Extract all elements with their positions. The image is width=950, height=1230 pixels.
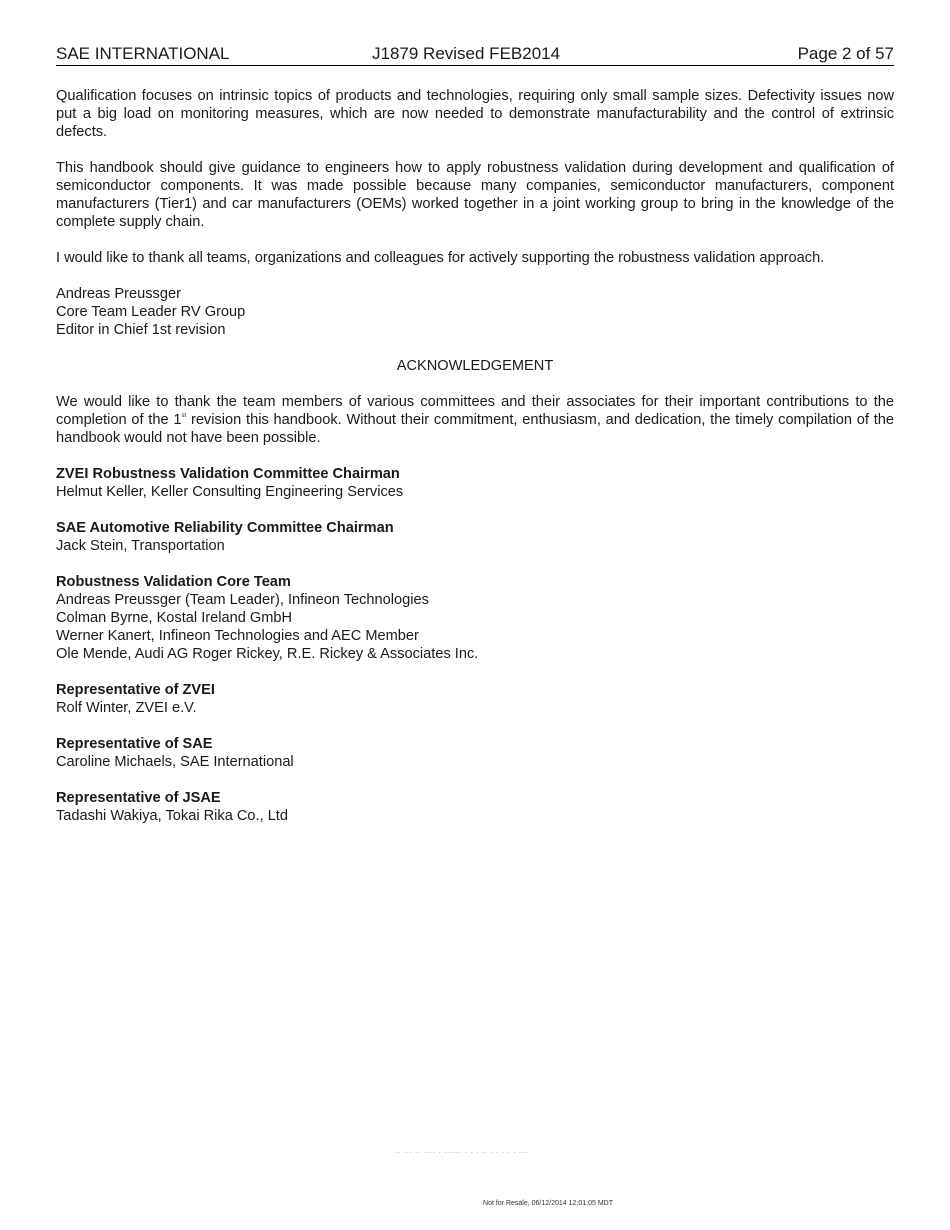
acknowledgement-paragraph <box>56 393 894 447</box>
page-body <box>56 87 894 843</box>
header-doc-id: J1879 Revised FEB2014 <box>372 44 561 63</box>
group-member: Jack Stein, Transportation <box>56 538 225 554</box>
group-member: Caroline Michaels, SAE International <box>56 754 294 770</box>
signature-block <box>56 285 894 339</box>
group-title: SAE Automotive Reliability Committee Chairman <box>56 520 394 536</box>
header-org: SAE INTERNATIONAL <box>56 44 230 63</box>
ack-text-before: We would like to thank the team members of various committees and their associates for their important contributions to the completion of the 1 <box>56 394 894 428</box>
committee-group <box>56 735 894 771</box>
group-title: Representative of SAE <box>56 736 213 752</box>
committee-group <box>56 519 894 555</box>
group-member: Helmut Keller, Keller Consulting Engineering Services <box>56 484 404 500</box>
acknowledgement-heading: ACKNOWLEDGEMENT <box>396 358 554 374</box>
ack-text-after: revision this handbook. Without their commitment, enthusiasm, and dedication, the timely compilation of the handbook would not have been possible. <box>56 412 894 446</box>
intro-paragraph: Qualification focuses on intrinsic topics of products and technologies, requiring only small sample sizes. Defectivity issues now put a big load on monitoring measures, which are now needed to demonstrate manufacturability and the control of extrinsic defects. <box>56 88 894 140</box>
signature-name: Andreas Preussger <box>56 286 181 302</box>
group-member: Colman Byrne, Kostal Ireland GmbH <box>56 610 293 626</box>
group-title: ZVEI Robustness Validation Committee Chairman <box>56 466 400 482</box>
group-member: Andreas Preussger (Team Leader), Infineon Technologies <box>56 592 429 608</box>
committee-group <box>56 465 894 501</box>
header-page-number: Page 2 of 57 <box>797 44 894 63</box>
group-title: Robustness Validation Core Team <box>56 574 291 590</box>
signature-title: Editor in Chief 1st revision <box>56 322 226 338</box>
committee-group <box>56 573 894 663</box>
faint-footer-text: -- --- -- ---- - ------ - - - -- - - - - - --- <box>395 1150 528 1156</box>
group-member: Tadashi Wakiya, Tokai Rika Co., Ltd <box>56 808 288 824</box>
group-title: Representative of ZVEI <box>56 682 215 698</box>
group-member: Rolf Winter, ZVEI e.V. <box>56 700 197 716</box>
group-member: Ole Mende, Audi AG Roger Rickey, R.E. Rickey & Associates Inc. <box>56 646 479 662</box>
page-header <box>56 44 894 66</box>
signature-role: Core Team Leader RV Group <box>56 304 246 320</box>
ack-superscript: st <box>181 413 187 419</box>
resale-notice: Not for Resale, 06/12/2014 12:01:05 MDT <box>483 1200 613 1207</box>
group-member: Werner Kanert, Infineon Technologies and AEC Member <box>56 628 419 644</box>
intro-paragraph: This handbook should give guidance to engineers how to apply robustness validation during development and qualification of semiconductor components. It was made possible because many companies, semiconductor manufacturers, component manufacturers (Tier1) and car manufacturers (OEMs) worked together in a joint working group to bring in the knowledge of the complete supply chain. <box>56 160 894 230</box>
group-title: Representative of JSAE <box>56 790 221 806</box>
committee-group <box>56 789 894 825</box>
committee-group <box>56 681 894 717</box>
intro-paragraph: I would like to thank all teams, organizations and colleagues for actively supporting the robustness validation approach. <box>56 250 825 266</box>
